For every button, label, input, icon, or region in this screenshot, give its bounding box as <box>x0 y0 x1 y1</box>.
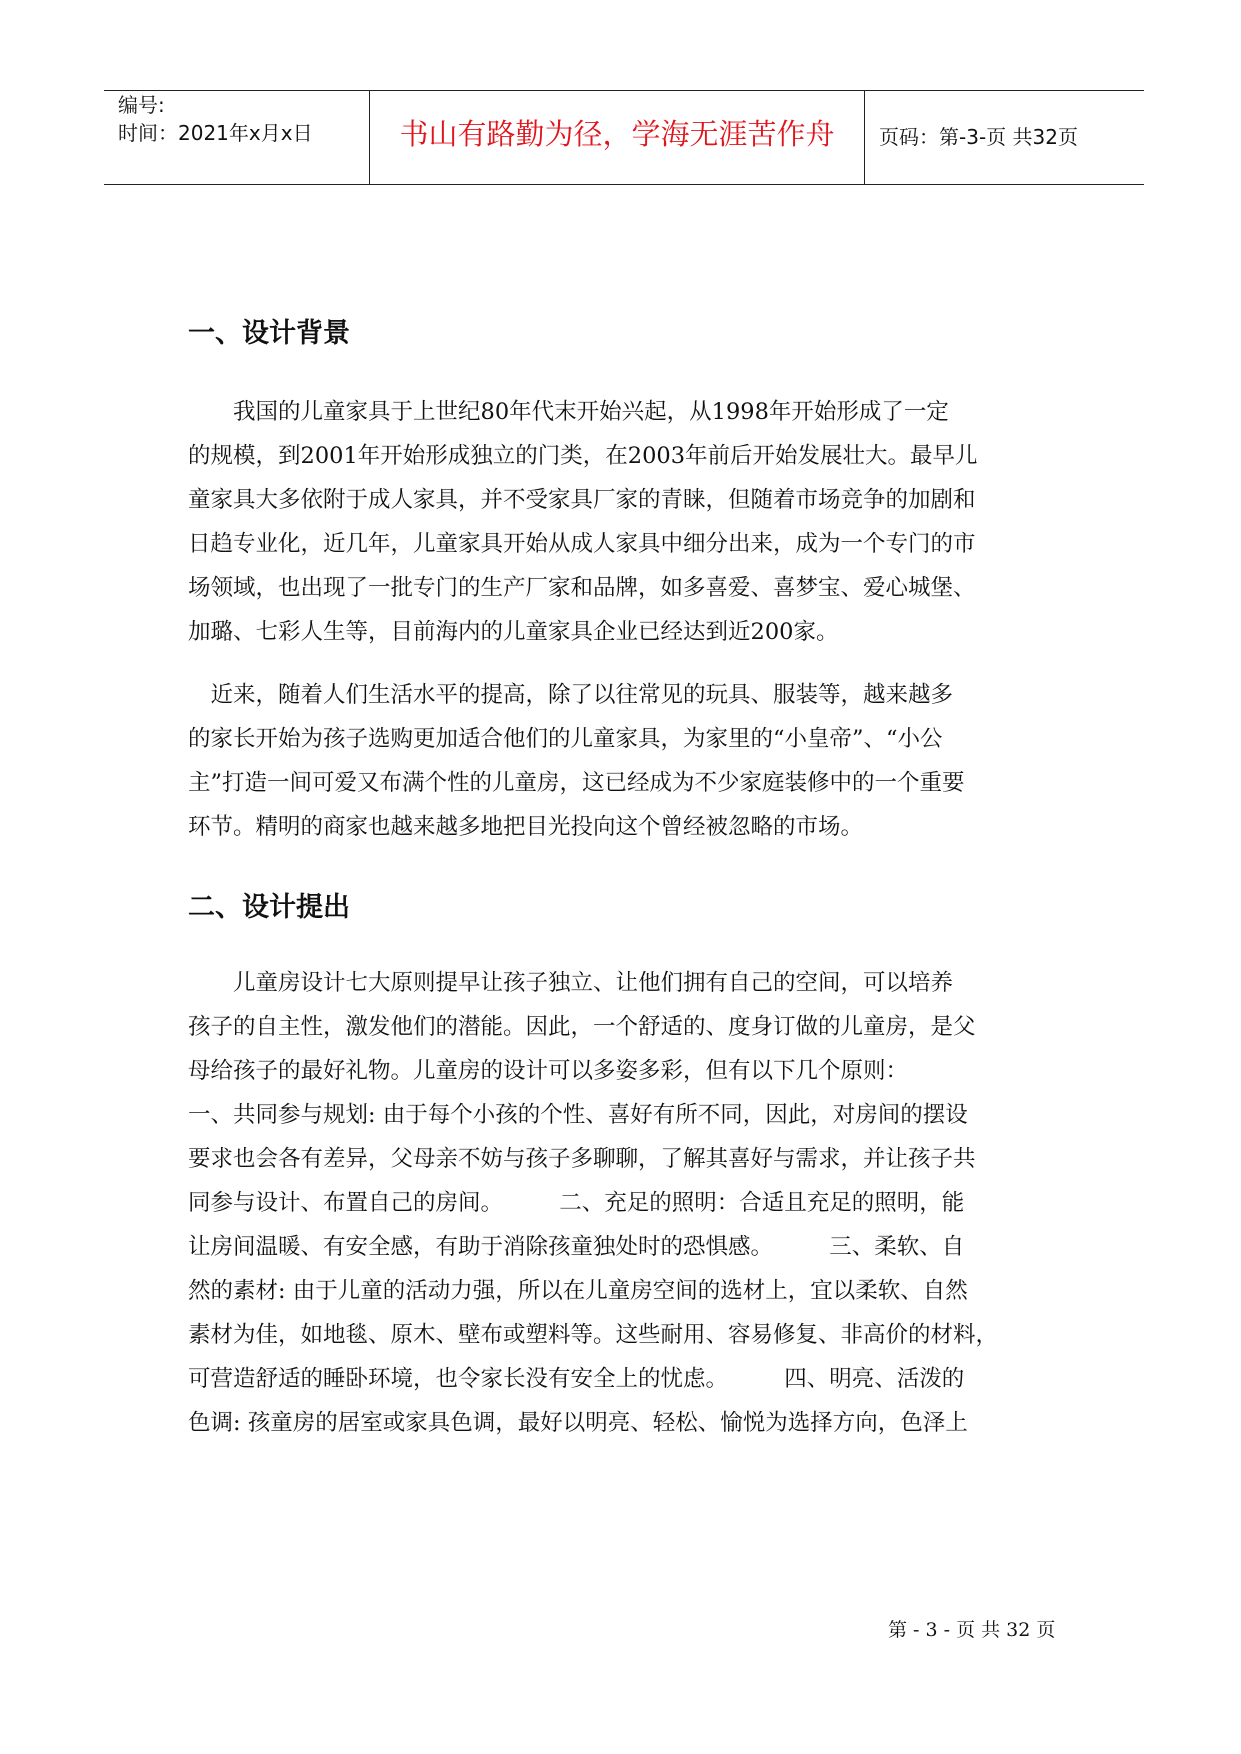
paragraph-line: 日趋专业化，近几年，儿童家具开始从成人家具中细分出来，成为一个专门的市 <box>188 531 976 557</box>
paragraph-line: 加璐、七彩人生等，目前海内的儿童家具企业已经达到近200家。 <box>188 619 839 645</box>
section-title-proposal: 二、设计提出 <box>188 892 350 923</box>
paragraph-line: 主”打造一间可爱又布满个性的儿童房，这已经成为不少家庭装修中的一个重要 <box>188 770 965 796</box>
header-motto-cell <box>370 91 865 184</box>
paragraph-line: 近来，随着人们生活水平的提高，除了以往常见的玩具、服装等，越来越多 <box>188 682 954 708</box>
motto-text: 书山有路勤为径，学海无涯苦作舟 <box>399 117 835 151</box>
paragraph-line: 要求也会各有差异，父母亲不妨与孩子多聊聊，了解其喜好与需求，并让孩子共 <box>188 1146 976 1172</box>
paragraph-line: 然的素材: 由于儿童的活动力强，所以在儿童房空间的选材上，宜以柔软、自然 <box>188 1278 968 1304</box>
paragraph-line: 我国的儿童家具于上世纪80年代末开始兴起，从1998年开始形成了一定 <box>188 399 949 425</box>
paragraph-line: 让房间温暖、有安全感，有助于消除孩童独处时的恐惧感。 三、柔软、自 <box>188 1234 965 1260</box>
paragraph-line: 素材为佳，如地毯、原木、壁布或塑料等。这些耐用、容易修复、非高价的材料， <box>188 1322 999 1348</box>
serial-label: 编号: <box>118 93 165 117</box>
page-header <box>104 90 1144 185</box>
paragraph-line: 孩子的自主性，激发他们的潜能。因此，一个舒适的、度身订做的儿童房，是父 <box>188 1014 976 1040</box>
paragraph-line: 环节。精明的商家也越来越多地把目光投向这个曾经被忽略的市场。 <box>188 814 864 840</box>
section-title-background: 一、设计背景 <box>188 318 350 349</box>
paragraph-line: 的规模，到2001年开始形成独立的门类，在2003年前后开始发展壮大。最早儿 <box>188 443 978 469</box>
paragraph-line: 色调: 孩童房的居室或家具色调，最好以明亮、轻松、愉悦为选择方向，色泽上 <box>188 1410 968 1436</box>
header-page-cell <box>865 91 1144 184</box>
page-code: 页码：第-3-页 共32页 <box>879 125 1078 149</box>
paragraph-line: 一、共同参与规划: 由于每个小孩的个性、喜好有所不同，因此，对房间的摆设 <box>188 1102 968 1128</box>
paragraph-line: 同参与设计、布置自己的房间。 二、充足的照明：合适且充足的照明，能 <box>188 1190 965 1216</box>
paragraph-line: 的家长开始为孩子选购更加适合他们的儿童家具，为家里的“小皇帝”、“小公 <box>188 726 943 752</box>
paragraph-line: 童家具大多依附于成人家具，并不受家具厂家的青睐，但随着市场竞争的加剧和 <box>188 487 976 513</box>
paragraph-line: 母给孩子的最好礼物。儿童房的设计可以多姿多彩，但有以下几个原则： <box>188 1058 909 1084</box>
time-label: 时间：2021年x月x日 <box>118 121 313 145</box>
paragraph-line: 可营造舒适的睡卧环境，也令家长没有安全上的忧虑。 四、明亮、活泼的 <box>188 1366 965 1392</box>
paragraph-line: 儿童房设计七大原则提早让孩子独立、让他们拥有自己的空间，可以培养 <box>188 970 954 996</box>
header-meta-cell <box>104 91 370 184</box>
paragraph-line: 场领域，也出现了一批专门的生产厂家和品牌，如多喜爱、喜梦宝、爱心城堡、 <box>188 575 976 601</box>
page-footer: 第 - 3 - 页 共 32 页 <box>888 1619 1056 1641</box>
